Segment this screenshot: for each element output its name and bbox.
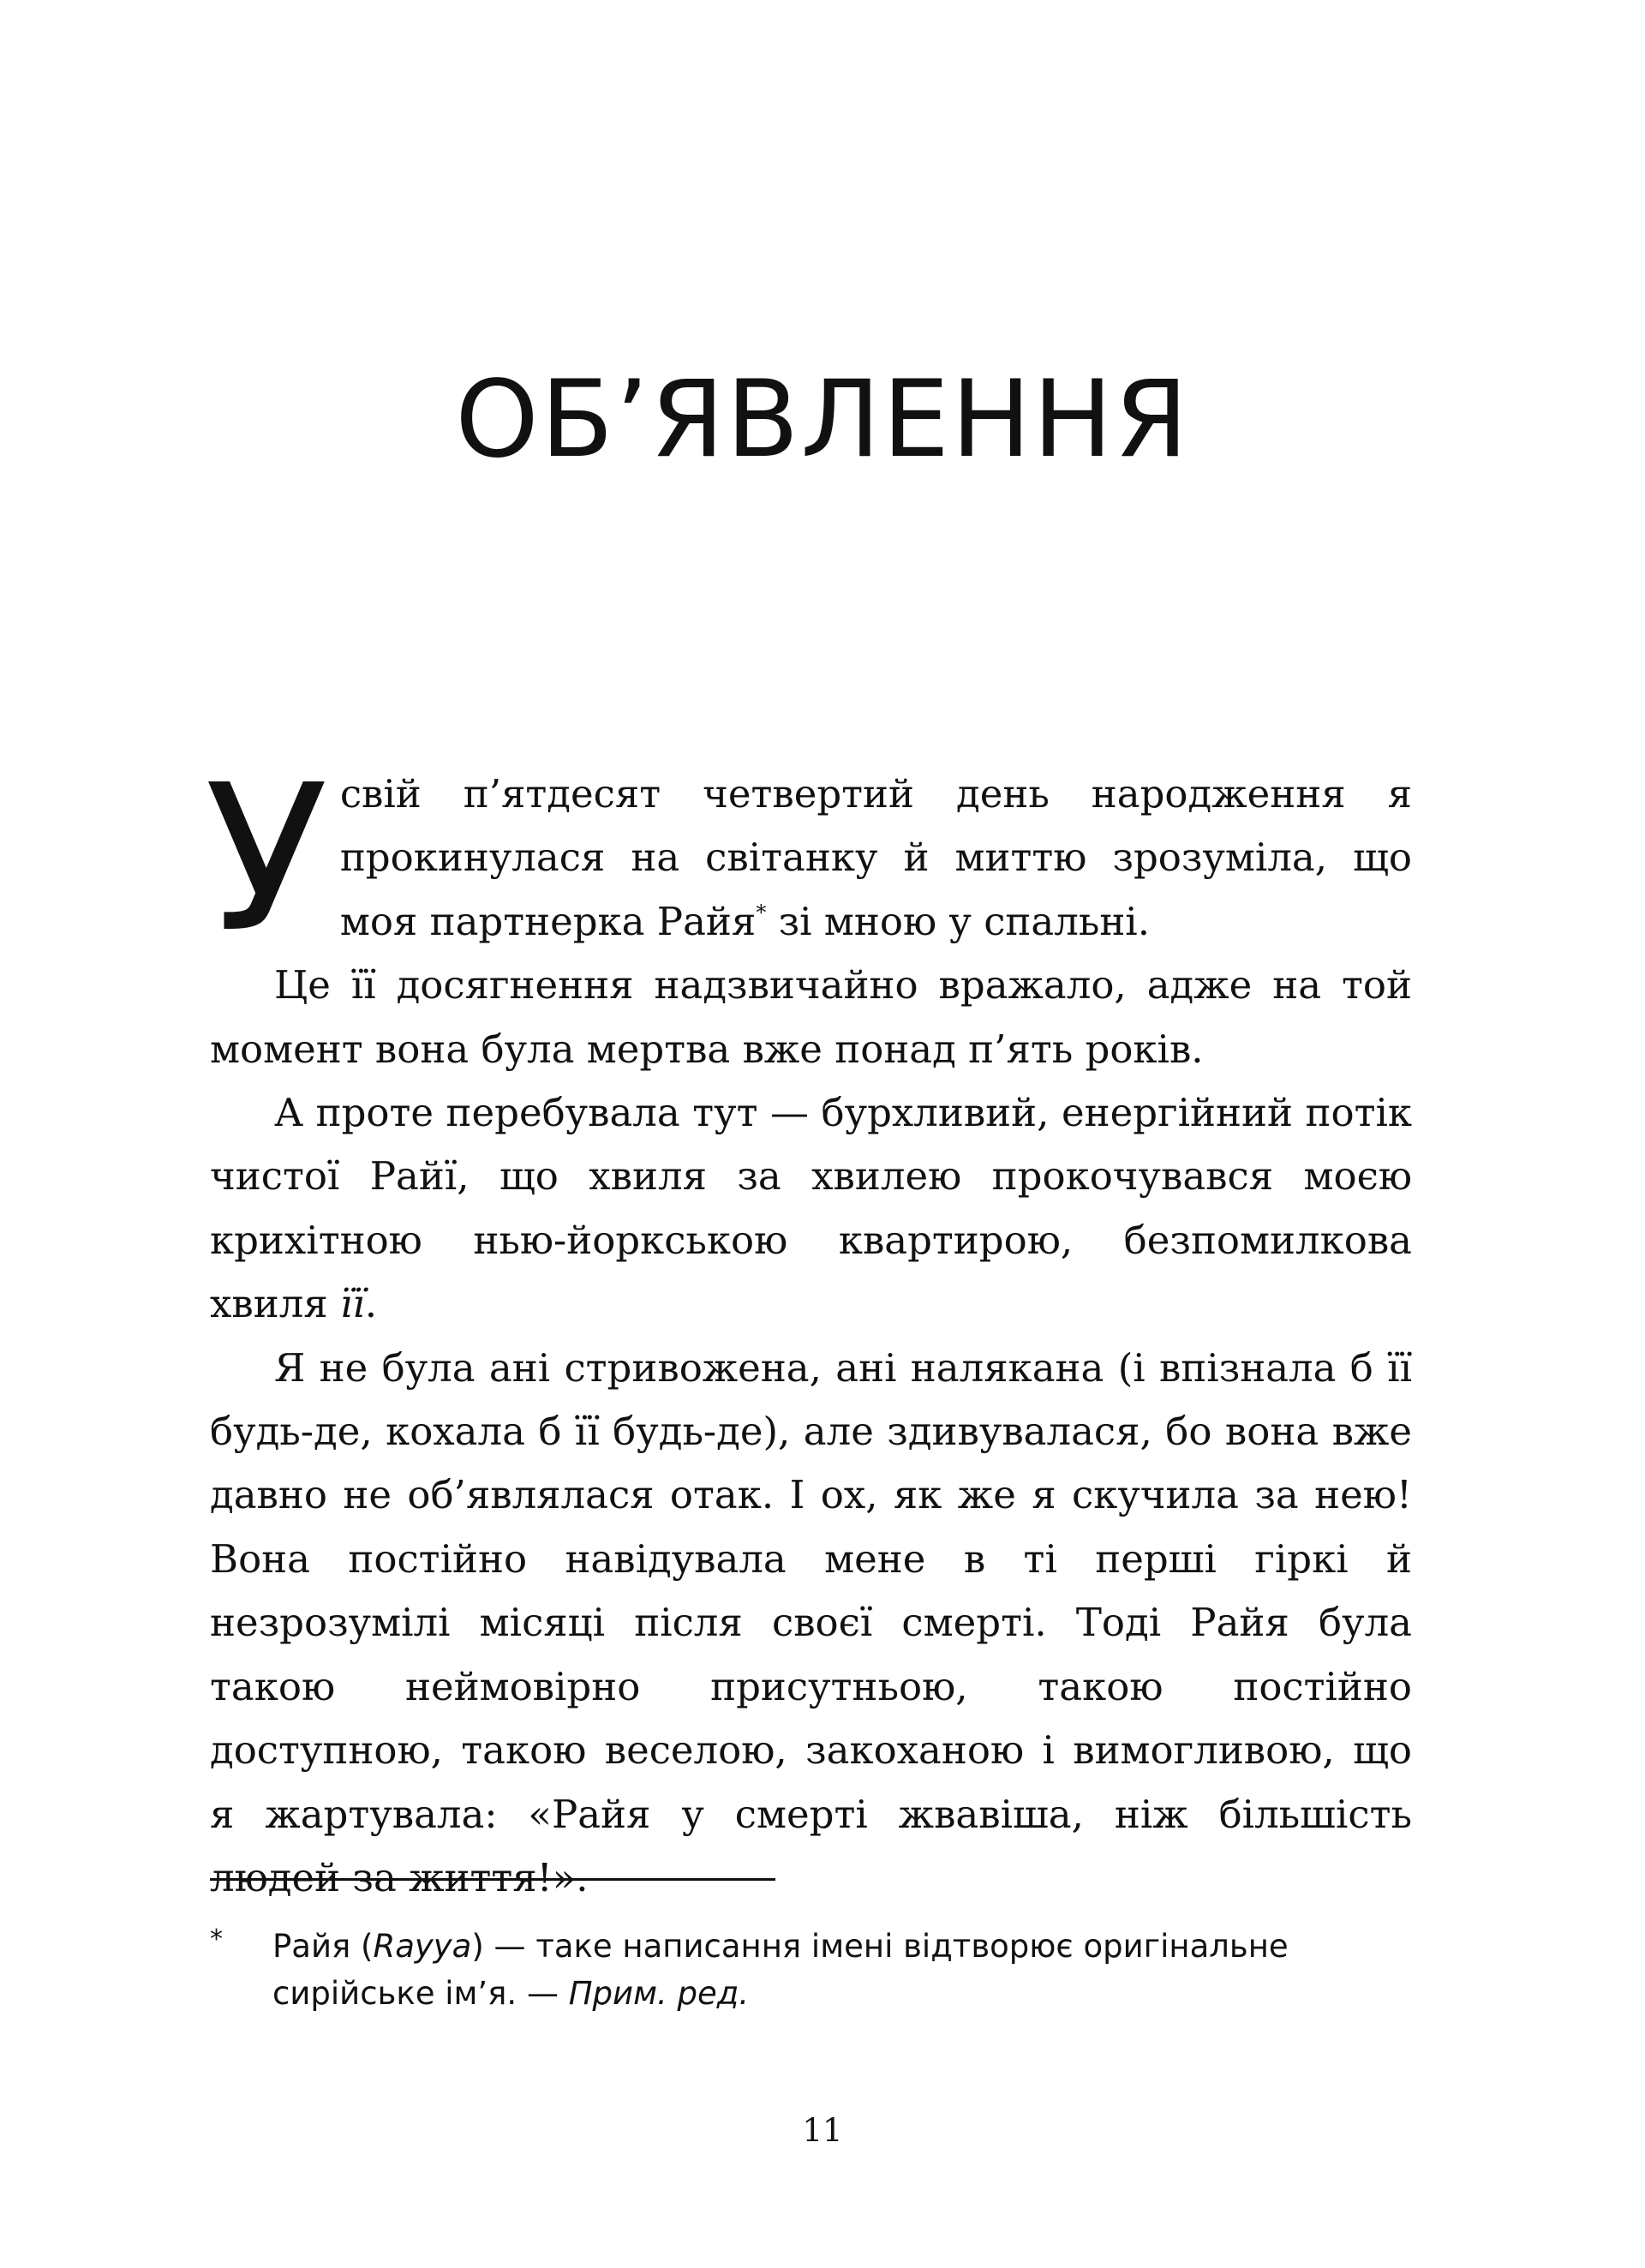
chapter-title: ОБ’ЯВЛЕННЯ bbox=[455, 358, 1190, 482]
footnote-text bbox=[272, 1923, 1412, 2017]
footnote bbox=[210, 1923, 1412, 2017]
paragraph-3-emphasis: її bbox=[340, 1281, 365, 1327]
footnote-marker: * bbox=[210, 1924, 223, 1954]
paragraph-3 bbox=[210, 1081, 1412, 1337]
footnote-reference-mark: * bbox=[756, 900, 767, 925]
footnote-editor-note: Прим. ред. bbox=[568, 1975, 750, 2012]
body-text bbox=[205, 741, 1412, 1910]
paragraph-1-tail: зі мною у спальні. bbox=[766, 898, 1151, 944]
paragraph-4: Я не була ані стривожена, ані налякана (і впізнала б її будь-де, кохала б її будь-де), але здивувалася, бо вона вже давно не об’являлася отак. І ох, як же я скучила за нею! Вона постійно навідувала мене в ті перші гіркі й незрозумілі місяці після своєї смерті. Тоді Райя була такою неймовірно присутньою, такою постійно доступною, такою веселою, закоханою і вимогливою, що я жартувала: «Райя у смерті жвавіша, ніж більшість людей за життя!». bbox=[210, 1344, 1412, 1900]
drop-cap: У bbox=[205, 741, 328, 977]
footnote-text-start: Райя ( bbox=[272, 1928, 374, 1965]
paragraph-1 bbox=[205, 741, 1412, 977]
paragraph-1-text: свій п’ятдесят четвертий день народження я прокинулася на світанку й миттю зрозуміла, що моя партнерка Райя bbox=[339, 771, 1412, 944]
footnote-divider bbox=[210, 1878, 775, 1881]
footnote-name-italic: Rayya bbox=[373, 1928, 472, 1965]
paragraph-3-end: . bbox=[364, 1281, 378, 1327]
paragraph-2: Це її досягнення надзвичайно вражало, адже на той момент вона була мертва вже понад п’ять років. bbox=[210, 962, 1412, 1072]
paragraph-3-text: А проте перебувала тут — бурхливий, енергійний потік чистої Райї, що хвиля за хвилею прокочувався моєю крихітною нью-йоркською квартирою, безпомилкова хвиля bbox=[210, 1090, 1412, 1327]
footnote-text-middle: ) — таке написання імені відтворює оригінальне сирійське ім’я. — bbox=[272, 1928, 1289, 2012]
page-number: 11 bbox=[802, 2112, 843, 2149]
